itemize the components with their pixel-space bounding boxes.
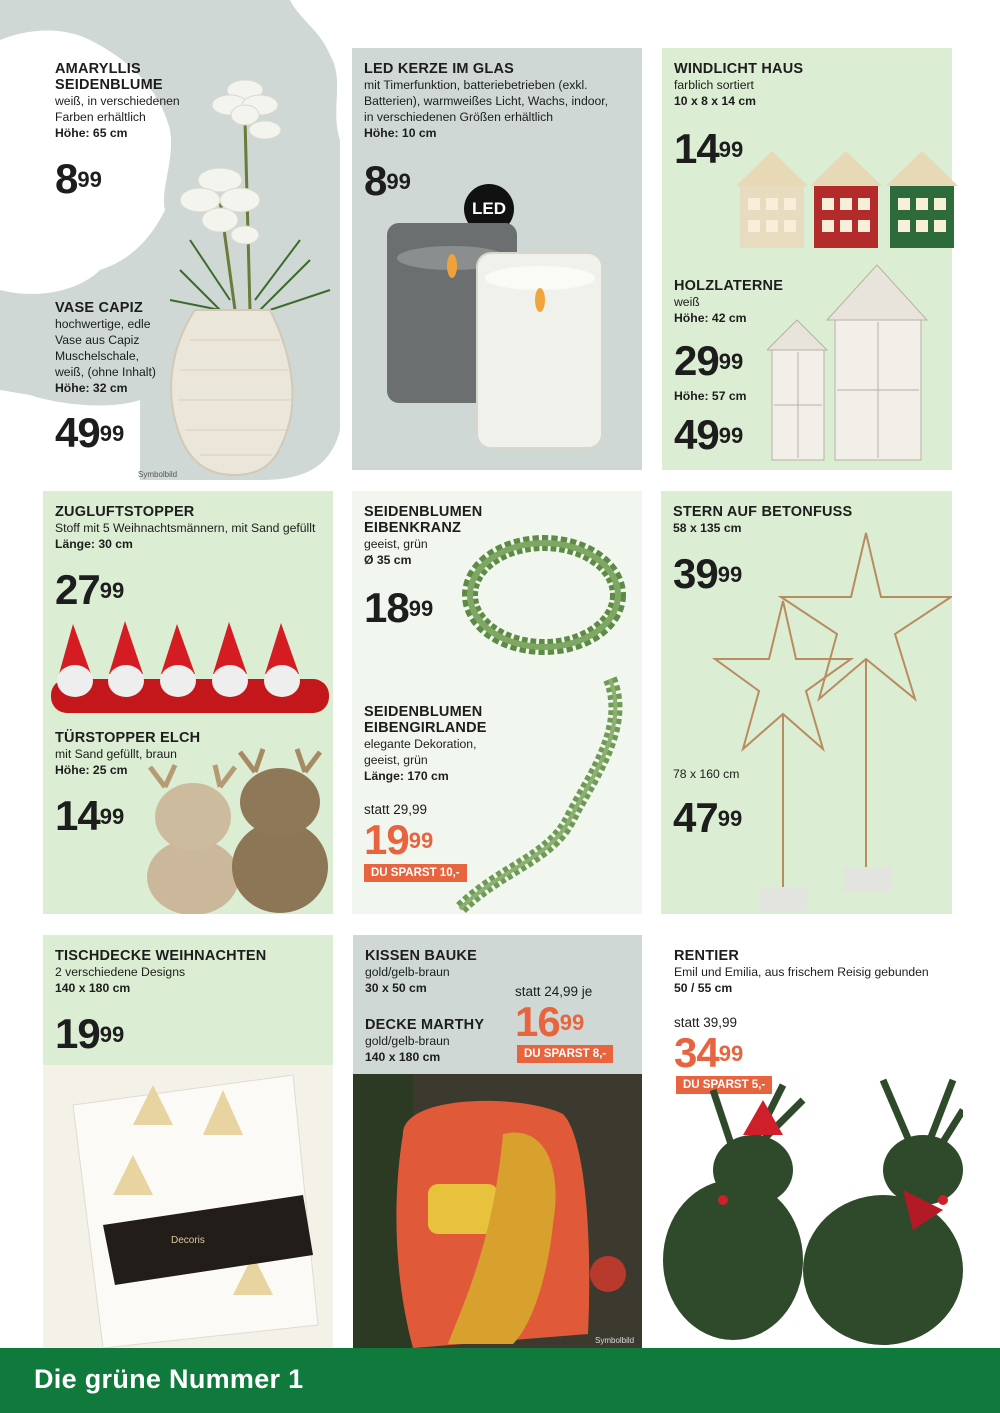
product-title: VASE CAPIZ	[55, 300, 143, 316]
tuerstopper-elch-image	[135, 747, 335, 914]
product-desc: geeist, grün	[364, 537, 428, 551]
cell-tischdecke	[43, 935, 333, 1348]
product-dimension: Länge: 170 cm	[364, 769, 449, 783]
product-dimension: Höhe: 32 cm	[55, 381, 128, 395]
product-desc: in verschiedenen Größen erhältlich	[364, 110, 554, 124]
savings-badge: DU SPARST 10,-	[364, 864, 467, 882]
price-elch: $14^{99}$	[55, 792, 125, 839]
product-dimension: 10 x 8 x 14 cm	[674, 94, 756, 108]
led-candles-image	[382, 218, 612, 458]
price-windlicht: $14^{99}$	[674, 125, 744, 172]
product-desc: 2 verschiedene Designs	[55, 965, 186, 979]
product-dimension: Höhe: 42 cm	[674, 311, 747, 325]
stern-betonfuss-image	[701, 529, 952, 914]
eibengirlande-image	[440, 669, 640, 914]
holzlaterne-image	[767, 260, 952, 465]
product-desc: geeist, grün	[364, 753, 428, 767]
price-holzlaterne-42: $29^{99}$	[674, 337, 744, 384]
price-amaryllis: $8^{99}$	[55, 155, 102, 202]
cell-eibenkranz-girlande	[352, 491, 642, 914]
product-title: SEIDENBLUME	[55, 77, 163, 93]
product-dimension: 140 x 180 cm	[55, 981, 131, 995]
price-tischdecke: $19^{99}$	[55, 1010, 125, 1057]
product-dimension: Höhe: 65 cm	[55, 126, 128, 140]
price-led: $8^{99}$	[364, 157, 411, 204]
product-desc: Stoff mit 5 Weihnachtsmännern, mit Sand gefüllt	[55, 521, 316, 535]
old-price: statt 39,99	[674, 1015, 738, 1030]
product-title: EIBENGIRLANDE	[364, 720, 487, 736]
product-dimension: Länge: 30 cm	[55, 537, 133, 551]
product-title: EIBENKRANZ	[364, 520, 462, 536]
price-eibenkranz: $18^{99}$	[364, 584, 434, 631]
cell-zugluft-elch	[43, 491, 333, 914]
product-desc: weiß, (ohne Inhalt)	[55, 365, 156, 379]
cell-rentier	[653, 935, 963, 1348]
symbolbild-note: Symbolbild	[138, 470, 178, 479]
kissen-info	[365, 948, 515, 996]
price-stern-135: $39^{99}$	[673, 550, 743, 597]
product-desc: gold/gelb-braun	[365, 1034, 450, 1048]
windlicht-houses-image	[734, 146, 970, 256]
product-title: ZUGLUFTSTOPPER	[55, 504, 195, 520]
product-title: AMARYLLIS	[55, 61, 141, 77]
product-title: KISSEN BAUKE	[365, 948, 477, 964]
savings-badge: DU SPARST 5,-	[676, 1076, 772, 1094]
decke-info	[365, 1017, 515, 1065]
symbolbild-note: Symbolbild	[595, 1336, 635, 1345]
old-price: statt 29,99	[364, 802, 428, 817]
product-desc: farblich sortiert	[674, 78, 754, 92]
price-stern-160: $47^{99}$	[673, 794, 743, 841]
product-desc: Farben erhältlich	[55, 110, 146, 124]
amaryllis-flower-image	[160, 60, 350, 310]
tischdecke-info	[55, 948, 305, 996]
product-title: STERN AUF BETONFUSS	[673, 504, 853, 520]
cell-kissen-decke	[353, 935, 642, 1348]
product-dimension: Höhe: 57 cm	[674, 389, 747, 403]
product-title: TISCHDECKE WEIHNACHTEN	[55, 948, 267, 964]
product-title: SEIDENBLUMEN	[364, 704, 483, 720]
vase-image	[160, 300, 300, 480]
product-desc: Muschelschale,	[55, 349, 139, 363]
rentier-reisig-image	[653, 1060, 963, 1348]
price-eibengirlande: $19^{99}$	[364, 816, 434, 863]
product-title: LED KERZE IM GLAS	[364, 61, 515, 77]
savings-badge: DU SPARST 8,-	[517, 1045, 613, 1063]
price-zugluft: $27^{99}$	[55, 566, 125, 613]
price-holzlaterne-57: $49^{99}$	[674, 411, 744, 458]
cell-led-kerze	[352, 48, 642, 470]
product-dimension: Höhe: 25 cm	[55, 763, 128, 777]
kissen-decke-image	[353, 1074, 642, 1348]
product-title: TÜRSTOPPER ELCH	[55, 730, 201, 746]
footer-slogan: Die grüne Nummer 1	[34, 1364, 304, 1394]
product-desc: weiß, in verschiedenen	[55, 94, 180, 108]
led-info	[364, 61, 634, 141]
product-desc: hochwertige, edle	[55, 317, 151, 331]
footer-bar	[0, 1348, 1000, 1413]
zugluft-info	[55, 504, 335, 552]
windlicht-info	[674, 61, 874, 109]
cell-windlicht-holzlaterne	[662, 48, 952, 470]
product-desc: gold/gelb-braun	[365, 965, 450, 979]
cell-amaryllis-vase	[0, 0, 340, 480]
product-title: HOLZLATERNE	[674, 278, 784, 294]
product-dimension: 140 x 180 cm	[365, 1050, 441, 1064]
cell-stern	[661, 491, 952, 914]
product-desc: weiß	[674, 295, 700, 309]
product-desc: mit Timerfunktion, batteriebetrieben (exkl.	[364, 78, 588, 92]
product-dimension: 58 x 135 cm	[673, 521, 742, 535]
product-title: DECKE MARTHY	[365, 1017, 485, 1033]
product-dimension: 78 x 160 cm	[673, 767, 740, 781]
product-dimension: Ø 35 cm	[364, 553, 412, 567]
product-title: SEIDENBLUMEN	[364, 504, 483, 520]
led-badge-icon: LED	[464, 184, 514, 234]
product-desc: Batterien), warmweißes Licht, Wachs, indoor,	[364, 94, 609, 108]
old-price: statt 24,99 je	[515, 984, 593, 999]
price-vase: $49^{99}$	[55, 409, 125, 456]
price-kissen-decke: $16^{99}$	[515, 998, 585, 1045]
product-dimension: 50 / 55 cm	[674, 981, 733, 995]
product-desc: Vase aus Capiz	[55, 333, 140, 347]
rentier-info	[674, 948, 964, 996]
eibenkranz-image	[456, 527, 636, 667]
product-title: WINDLICHT HAUS	[674, 61, 804, 77]
product-dimension: 30 x 50 cm	[365, 981, 427, 995]
product-desc: mit Sand gefüllt, braun	[55, 747, 177, 761]
product-desc: Emil und Emilia, aus frischem Reisig gebunden	[674, 965, 929, 979]
product-dimension: Höhe: 10 cm	[364, 126, 437, 140]
tischdecke-image	[43, 1065, 333, 1348]
zugluftstopper-image	[51, 619, 329, 717]
product-desc: elegante Dekoration,	[364, 737, 477, 751]
product-title: RENTIER	[674, 948, 740, 964]
brand-label: Decoris	[171, 1235, 205, 1246]
price-rentier: $34^{99}$	[674, 1029, 744, 1076]
